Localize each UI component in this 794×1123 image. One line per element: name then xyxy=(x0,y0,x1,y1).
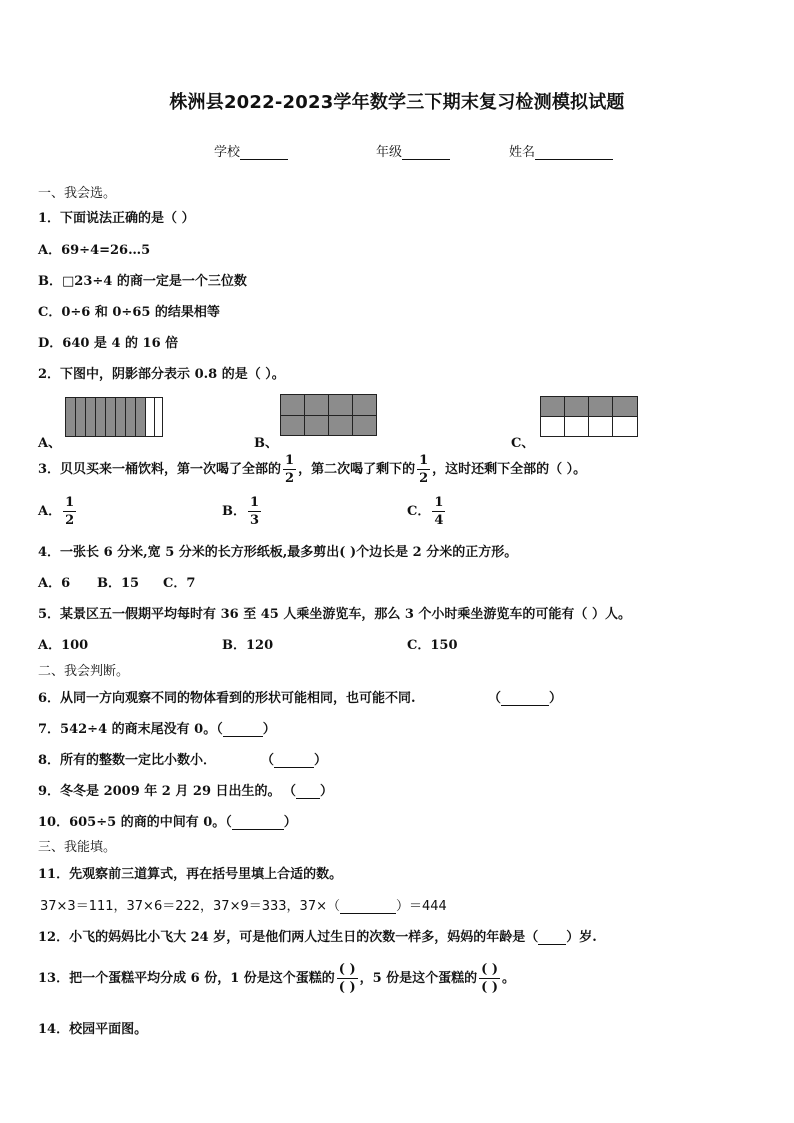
q3-option-c-fraction xyxy=(432,496,445,527)
q5-option-c: C．150 xyxy=(407,638,458,653)
grade-field xyxy=(376,141,450,160)
q3-option-b xyxy=(222,494,263,530)
q7-stem xyxy=(38,718,276,737)
section-heading-1: 一、我会选。 xyxy=(38,186,117,201)
grid-cell xyxy=(328,394,353,416)
fraction-denominator: 3 xyxy=(250,513,260,528)
q3-stem xyxy=(38,453,586,487)
fraction-numerator: 1 xyxy=(434,495,444,510)
grid-cell xyxy=(564,416,589,437)
q11-stem: 11．先观察前三道算式，再在括号里填上合适的数。 xyxy=(38,867,343,882)
q10-text: 10．605÷5 的商的中间有 0。 xyxy=(38,815,226,830)
q2-option-c-label: C、 xyxy=(511,436,535,451)
q3-stem-post: ，这时还剩下全部的（ ）。 xyxy=(432,462,587,477)
q2-option-a-label: A、 xyxy=(38,436,62,451)
fraction-denominator: ( ) xyxy=(481,980,498,995)
section-heading-2: 二、我会判断。 xyxy=(38,664,130,679)
q2-figure-b xyxy=(280,394,377,436)
school-field xyxy=(214,141,288,160)
q8-answer-blank[interactable] xyxy=(274,755,314,768)
paren-right: ） xyxy=(320,784,334,799)
paren-left: （ xyxy=(261,753,275,768)
grid-cell xyxy=(588,416,613,437)
q3-option-b-fraction xyxy=(248,496,261,527)
q6-stem: 6．从同一方向观察不同的物体看到的形状可能相同，也可能不同. xyxy=(38,691,416,706)
q2-figure-a xyxy=(65,397,163,437)
q1-option-d: D．640 是 4 的 16 倍 xyxy=(38,336,179,351)
q4-stem: 4．一张长 6 分米,宽 5 分米的长方形纸板,最多剪出( )个边长是 2 分米的正方形。 xyxy=(38,545,518,560)
q2-stem: 2．下图中，阴影部分表示 0.8 的是（ ）。 xyxy=(38,367,285,382)
q6-answer-blank[interactable] xyxy=(501,693,549,706)
name-field xyxy=(509,141,613,160)
q9-answer-blank[interactable] xyxy=(296,786,320,799)
q3-stem-mid: ，第二次喝了剩下的 xyxy=(298,462,416,477)
paren-left: （ xyxy=(283,784,297,799)
q11-equation xyxy=(40,895,447,914)
strip-cell xyxy=(154,397,163,437)
fraction-numerator: 1 xyxy=(419,453,429,468)
school-blank[interactable] xyxy=(240,145,288,160)
q2-figure-c xyxy=(540,396,638,437)
q7-answer-blank[interactable] xyxy=(223,724,263,737)
grid-cell xyxy=(352,415,377,436)
option-label: C． xyxy=(407,504,431,519)
paren-right: ） xyxy=(314,753,328,768)
grid-cell xyxy=(564,396,589,417)
q5-option-a: A．100 xyxy=(38,638,89,653)
paren-left: （ xyxy=(488,691,502,706)
fraction-denominator: 2 xyxy=(65,513,75,528)
grid-cell xyxy=(540,396,565,417)
fraction-numerator: ( ) xyxy=(338,962,356,977)
q13-text-pre: 13．把一个蛋糕平均分成 6 份，1 份是这个蛋糕的 xyxy=(38,971,335,986)
q5-stem: 5．某景区五一假期平均每时有 36 至 45 人乘坐游览车，那么 3 个小时乘坐游览车的可能有（ ）人。 xyxy=(38,607,631,622)
q10-stem xyxy=(38,811,297,830)
grid-cell xyxy=(612,396,638,417)
paren-right: ） xyxy=(549,691,563,706)
q7-text: 7．542÷4 的商末尾没有 0。 xyxy=(38,722,217,737)
q11-equation-text: 37×3＝111，37×6＝222，37×9＝333，37×（ xyxy=(40,899,340,914)
q4-option-a: A．6 xyxy=(38,576,71,591)
q13-text-post: 。 xyxy=(502,971,516,986)
q1-option-a: A．69÷4=26…5 xyxy=(38,243,151,258)
paren-left: （ xyxy=(225,815,232,830)
grade-label: 年级 xyxy=(376,145,403,160)
paren-left: （ xyxy=(216,722,223,737)
grid-cell xyxy=(612,416,638,437)
q5-option-b: B．120 xyxy=(222,638,274,653)
q1-option-b: B．□23÷4 的商一定是一个三位数 xyxy=(38,274,247,289)
q3-fraction-2 xyxy=(417,454,430,485)
q6-answer xyxy=(488,687,562,706)
q4-option-c: C．7 xyxy=(163,576,196,591)
q12-text-end: ）岁. xyxy=(566,930,597,945)
q14-stem: 14．校园平面图。 xyxy=(38,1022,148,1037)
grid-cell xyxy=(328,415,353,436)
fraction-denominator: ( ) xyxy=(338,980,356,995)
q13-text-mid: ，5 份是这个蛋糕的 xyxy=(359,971,478,986)
grid-cell xyxy=(304,394,329,416)
grid-cell xyxy=(280,415,305,436)
paren-right: ） xyxy=(262,722,276,737)
grid-cell xyxy=(280,394,305,416)
q1-option-c: C．0÷6 和 0÷65 的结果相等 xyxy=(38,305,220,320)
grid-cell xyxy=(304,415,329,436)
option-label: B． xyxy=(222,504,246,519)
fraction-numerator: 1 xyxy=(285,453,295,468)
page-title: 株洲县2022-2023学年数学三下期末复习检测模拟试题 xyxy=(169,92,625,113)
fraction-numerator: ( ) xyxy=(481,962,498,977)
q2-option-b-label: B、 xyxy=(254,436,278,451)
q4-option-b: B．15 xyxy=(97,576,140,591)
q12-answer-blank[interactable] xyxy=(538,932,566,945)
q12-stem xyxy=(38,926,597,945)
fraction-denominator: 2 xyxy=(419,471,429,486)
q1-stem: 1．下面说法正确的是（ ） xyxy=(38,211,195,226)
paren-right: ） xyxy=(283,815,297,830)
q13-stem xyxy=(38,958,515,1000)
option-label: A． xyxy=(38,504,62,519)
q3-option-a xyxy=(38,494,78,530)
fraction-denominator: 2 xyxy=(285,471,295,486)
school-label: 学校 xyxy=(214,145,241,160)
q3-stem-pre: 3．贝贝买来一桶饮料，第一次喝了全部的 xyxy=(38,462,282,477)
q11-equation-end: ）＝444 xyxy=(396,899,447,914)
grade-blank[interactable] xyxy=(402,145,450,160)
q8-stem: 8．所有的整数一定比小数小． xyxy=(38,753,217,768)
grid-cell xyxy=(352,394,377,416)
q13-fraction-blank-2[interactable] xyxy=(479,963,500,994)
q11-answer-blank[interactable] xyxy=(340,901,396,914)
fraction-numerator: 1 xyxy=(65,495,75,510)
q9-answer xyxy=(283,780,333,799)
name-label: 姓名 xyxy=(509,145,536,160)
q3-fraction-1 xyxy=(283,454,296,485)
q9-stem: 9．冬冬是 2009 年 2 月 29 日出生的。 xyxy=(38,784,281,799)
grid-cell xyxy=(540,416,565,437)
fraction-denominator: 4 xyxy=(434,513,444,528)
section-heading-3: 三、我能填。 xyxy=(38,840,117,855)
q12-text: 12．小飞的妈妈比小飞大 24 岁，可是他们两人过生日的次数一样多，妈妈的年龄是（ xyxy=(38,930,539,945)
fraction-numerator: 1 xyxy=(250,495,260,510)
q3-option-c xyxy=(407,494,447,530)
q3-option-a-fraction xyxy=(63,496,76,527)
q10-answer-blank[interactable] xyxy=(232,817,284,830)
q13-fraction-blank-1[interactable] xyxy=(337,963,358,994)
grid-cell xyxy=(588,396,613,417)
name-blank[interactable] xyxy=(535,145,613,160)
q8-answer xyxy=(261,749,327,768)
